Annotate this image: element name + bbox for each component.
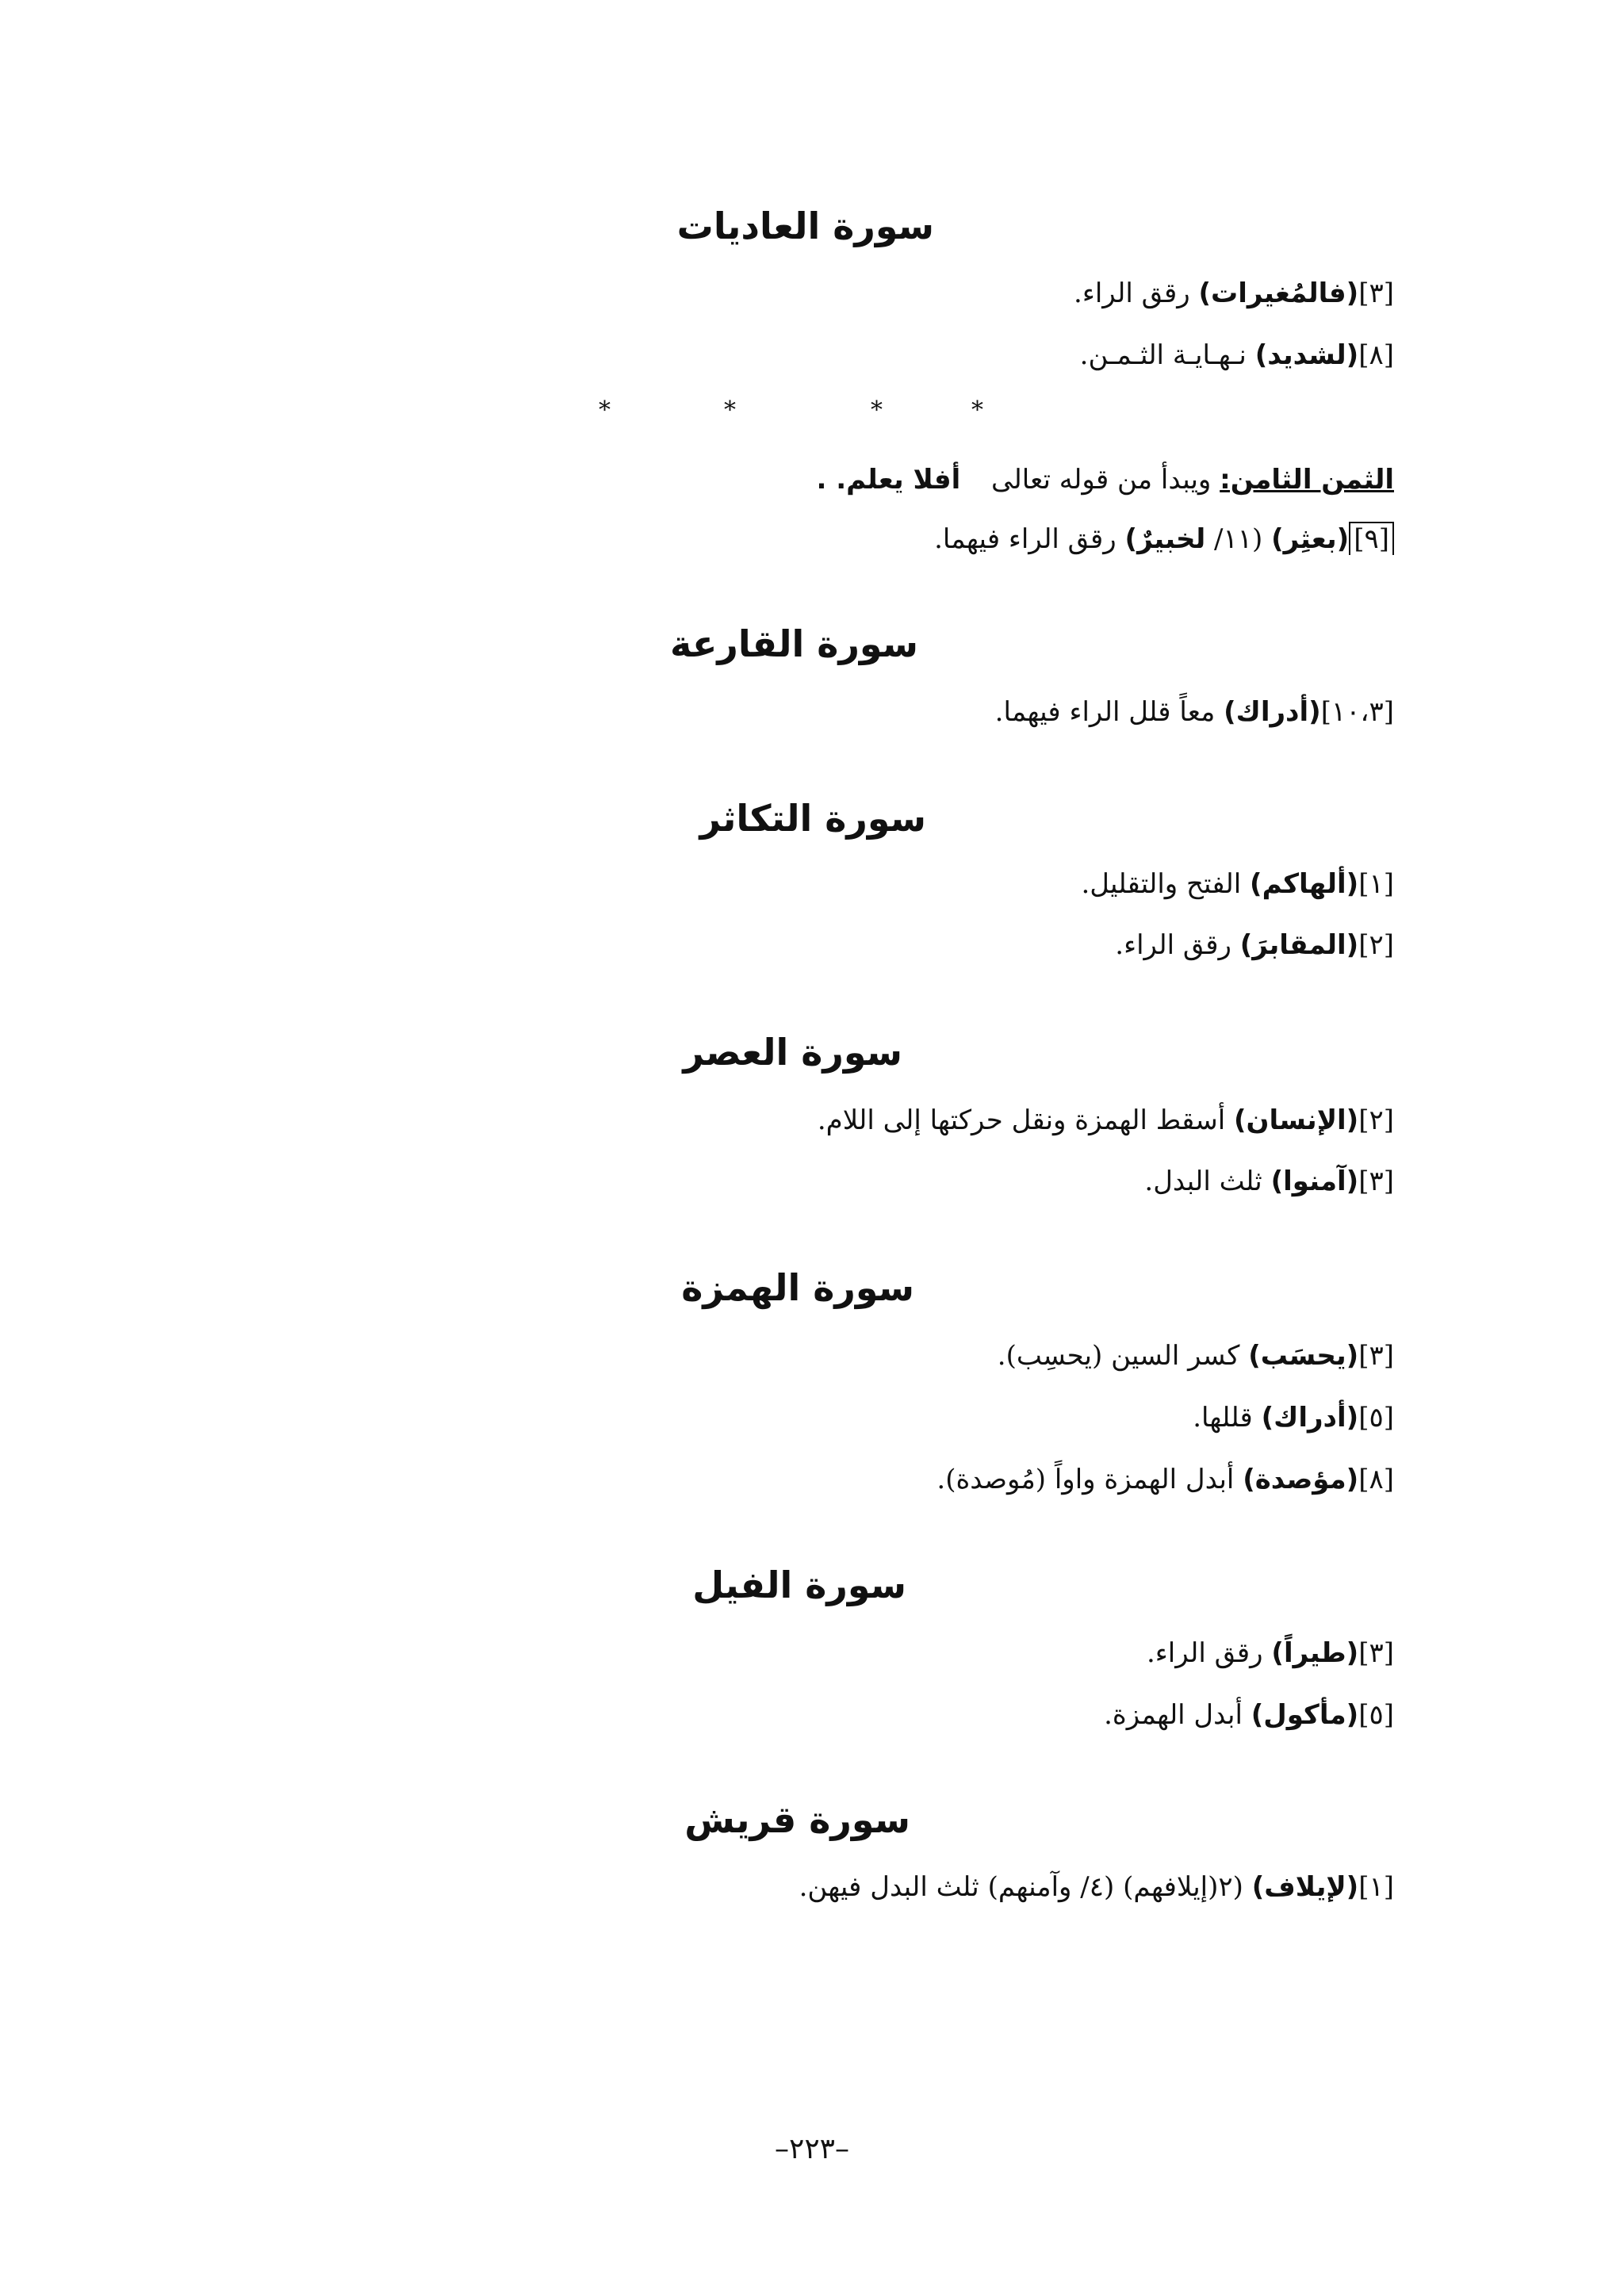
note: رقق الراء. — [1115, 929, 1240, 961]
surah-heading-humazah: سورة الهمزة — [681, 1266, 914, 1309]
verse-ref: [٥] — [1358, 1402, 1394, 1434]
verse-ref: [٢] — [1358, 929, 1394, 961]
verse-ref: [٣] — [1358, 1340, 1394, 1372]
verse-ref: [١٠،٣] — [1320, 696, 1394, 728]
entry-line — [1115, 929, 1394, 961]
note: (١١/ — [1205, 523, 1272, 555]
note: قللها. — [1193, 1402, 1262, 1434]
entry-line — [1104, 1699, 1394, 1731]
word: (فالمُغيرات) — [1198, 278, 1359, 309]
thumn-heading-line — [817, 464, 1395, 496]
surah-heading-fil: سورة الفيل — [692, 1564, 906, 1606]
note: رقق الراء. — [1146, 1637, 1272, 1669]
note: أبدل الهمزة. — [1104, 1699, 1251, 1731]
note: كسر السين (يحسِب). — [997, 1340, 1249, 1372]
word: (آمنوا) — [1270, 1166, 1359, 1197]
word: (مؤصدة) — [1243, 1464, 1359, 1495]
word: (لشديد) — [1254, 339, 1359, 371]
note: رقق الراء. — [1074, 278, 1199, 309]
verse-ref: [٩] — [1349, 522, 1394, 555]
entry-line — [1081, 868, 1394, 900]
verse-ref: [١] — [1358, 868, 1394, 900]
verse-ref: [٨] — [1358, 339, 1394, 371]
word: (ألهاكم) — [1250, 868, 1359, 900]
verse-ref: [٣] — [1358, 1166, 1394, 1197]
entry-line — [1144, 1166, 1394, 1197]
word: (الإنسان) — [1234, 1104, 1359, 1136]
verse-ref: [١] — [1358, 1871, 1394, 1903]
note: رقق الراء فيهما. — [934, 523, 1125, 555]
entry-line — [818, 1104, 1394, 1136]
note: (٢(إيلافهم) (٤/ وآمنهم) ثلث البدل فيهن. — [799, 1871, 1252, 1903]
star: * — [599, 396, 611, 424]
surah-heading-takathur: سورة التكاثر — [699, 797, 926, 840]
note: أبدل الهمزة واواً (مُوصدة). — [936, 1464, 1243, 1495]
entry-line — [995, 696, 1394, 728]
star: * — [724, 396, 736, 424]
word: (يحسَب) — [1248, 1340, 1359, 1372]
thumn-quote: أفلا يعلم. . — [816, 464, 961, 496]
entry-line — [1074, 278, 1394, 309]
word: (المقابرَ) — [1239, 929, 1359, 961]
note: أسقط الهمزة ونقل حركتها إلى اللام. — [817, 1104, 1234, 1136]
star: * — [871, 396, 883, 424]
note: الفتح والتقليل. — [1081, 868, 1251, 900]
page-number: –٢٢٣– — [774, 2133, 849, 2165]
entry-line — [998, 1340, 1394, 1372]
word: (طيراً) — [1271, 1637, 1359, 1669]
thumn-intro: ويبدأ من قوله تعالى — [982, 464, 1220, 496]
note: ثلث البدل. — [1144, 1166, 1271, 1197]
entry-line — [1080, 339, 1394, 371]
entry-line — [1193, 1402, 1394, 1434]
word: (أدراك) — [1261, 1402, 1359, 1434]
note: نـهـايـة الثـمـن. — [1079, 339, 1255, 371]
thumn-label: الثمن الثامن: — [1220, 464, 1394, 496]
word: (أدراك) — [1224, 696, 1321, 728]
star: * — [971, 396, 983, 424]
verse-ref: [٨] — [1358, 1464, 1394, 1495]
entry-line — [799, 1871, 1394, 1903]
word: (بعثِر) — [1271, 523, 1350, 555]
word: لخبيرٌ) — [1124, 523, 1206, 555]
surah-heading-quraysh: سورة قريش — [684, 1798, 910, 1841]
surah-heading-asr: سورة العصر — [683, 1031, 902, 1074]
entry-line — [934, 523, 1394, 555]
surah-heading-adiyat: سورة العاديات — [676, 205, 934, 247]
verse-ref: [٢] — [1358, 1104, 1394, 1136]
entry-line — [1147, 1637, 1394, 1669]
verse-ref: [٣] — [1358, 1637, 1394, 1669]
entry-line — [936, 1464, 1394, 1495]
verse-ref: [٣] — [1358, 278, 1394, 309]
verse-ref: [٥] — [1358, 1699, 1394, 1731]
word: (مأكول) — [1251, 1699, 1359, 1731]
note: معاً قلل الراء فيهما. — [994, 696, 1224, 728]
word: (لإيلاف) — [1251, 1871, 1359, 1903]
surah-heading-qariah: سورة القارعة — [670, 622, 918, 665]
